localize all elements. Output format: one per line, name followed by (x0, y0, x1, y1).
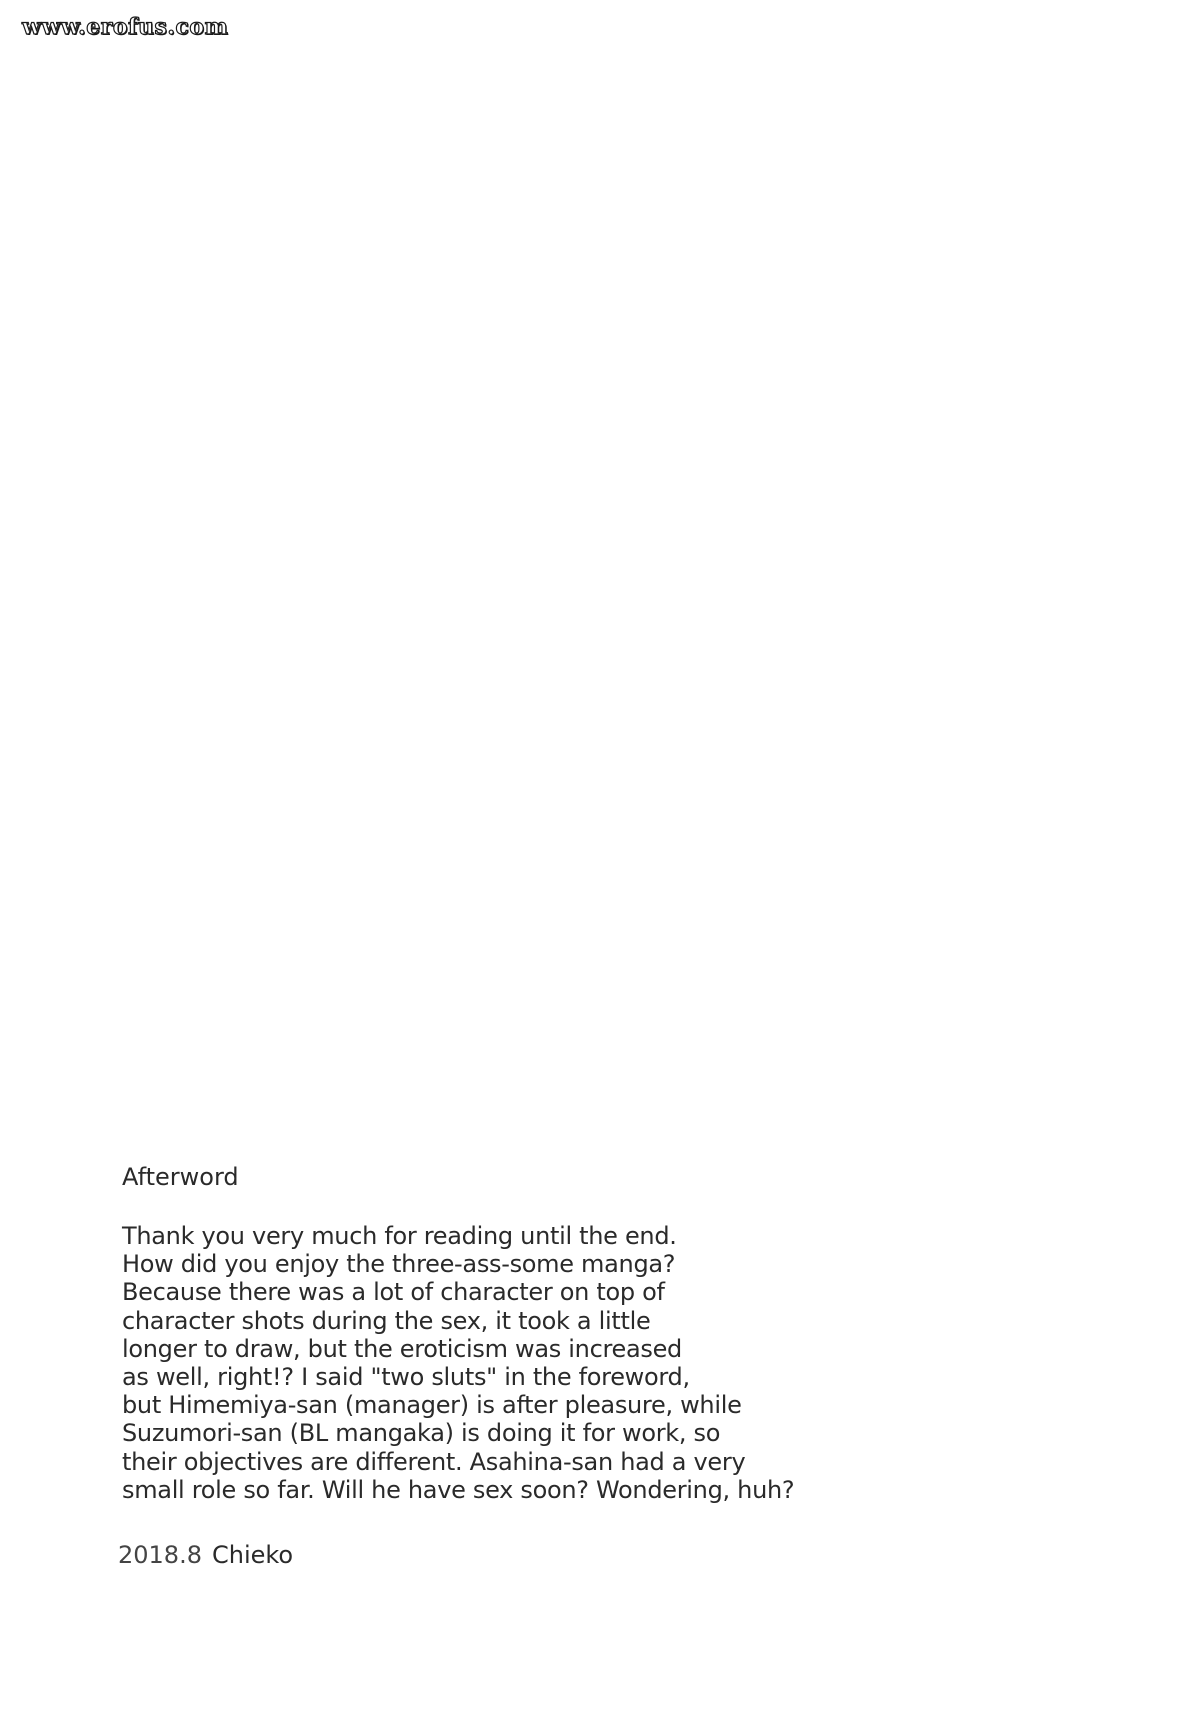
afterword-line: but Himemiya-san (manager) is after pleasure, while (122, 1391, 742, 1420)
site-watermark: www.erofus.com (22, 14, 229, 40)
afterword-line: longer to draw, but the eroticism was increased (122, 1334, 682, 1363)
afterword-line: as well, right!? I said "two sluts" in the foreword, (122, 1363, 690, 1392)
afterword-line: Suzumori-san (BL mangaka) is doing it for work, so (122, 1419, 721, 1448)
afterword-line: character shots during the sex, it took a little (122, 1306, 651, 1335)
afterword-section (122, 1162, 822, 1504)
afterword-line: small role so far. Will he have sex soon? Wondering, huh? (122, 1475, 795, 1504)
signature-date: 2018.8 (118, 1541, 202, 1569)
afterword-line: their objectives are different. Asahina-san had a very (122, 1447, 746, 1476)
signature (118, 1540, 293, 1570)
afterword-body (122, 1222, 822, 1504)
afterword-heading: Afterword (122, 1163, 239, 1191)
afterword-line: Thank you very much for reading until the end. (122, 1222, 677, 1250)
afterword-line: Because there was a lot of character on top of (122, 1278, 665, 1307)
signature-author: Chieko (211, 1541, 294, 1569)
afterword-line: How did you enjoy the three-ass-some manga? (122, 1250, 676, 1279)
